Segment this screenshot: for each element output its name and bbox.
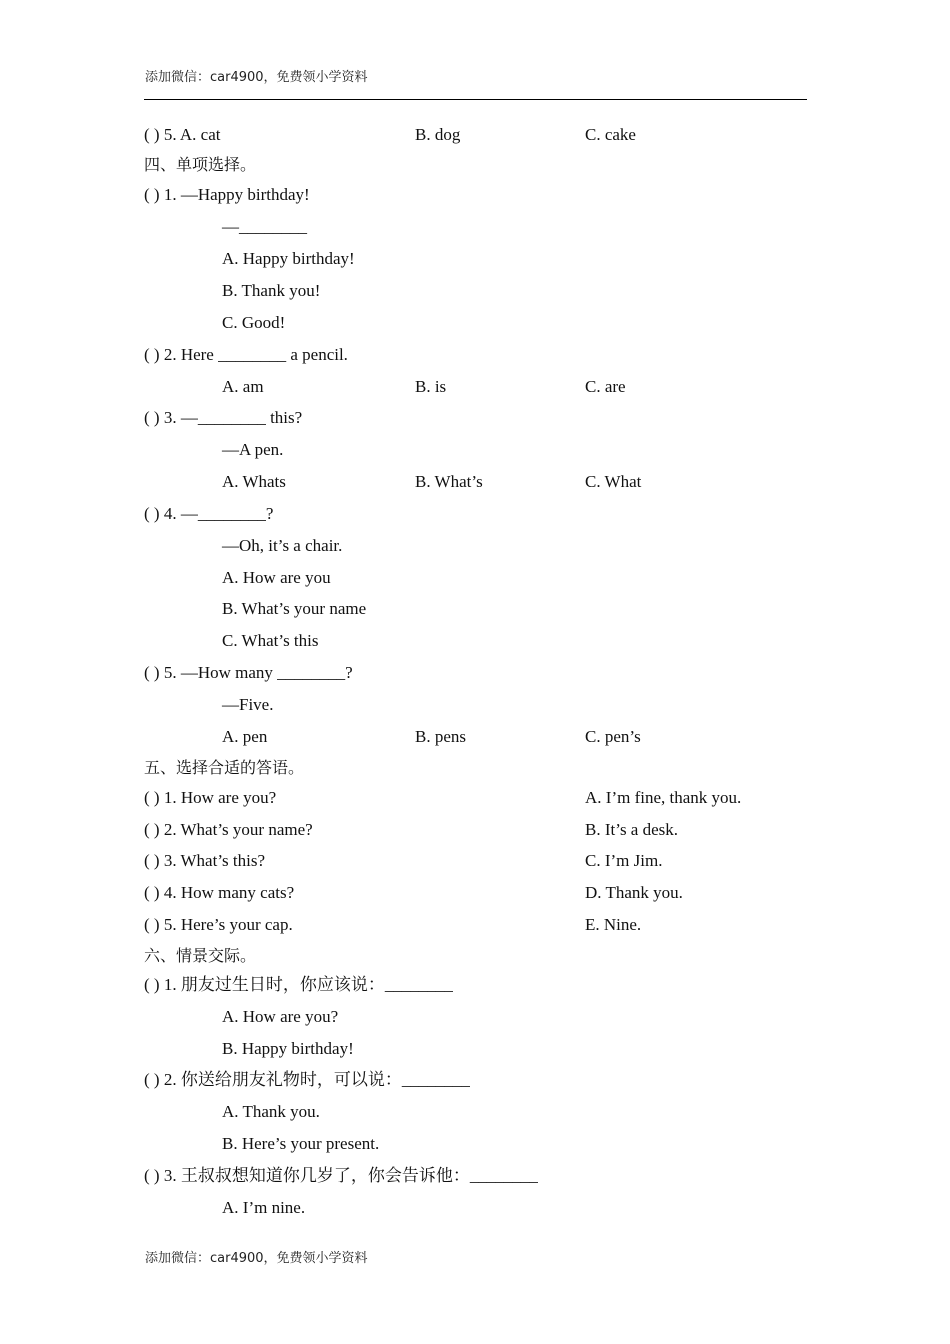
- text-line: A. Whats: [222, 472, 286, 491]
- text-line: A. I’m fine, thank you.: [585, 788, 742, 807]
- page-header: 添加微信：car4900，免费领小学资料: [145, 70, 368, 85]
- text-line: B. dog: [415, 125, 461, 144]
- text-line: C. I’m Jim.: [585, 851, 663, 870]
- text-line: ( ) 5. Here’s your cap.: [144, 915, 293, 934]
- text-line: B. Here’s your present.: [222, 1134, 380, 1153]
- text-line: C. Good!: [222, 313, 286, 332]
- text-line: ( ) 1. 朋友过生日时，你应该说：________: [144, 975, 453, 994]
- text-line: —Oh, it’s a chair.: [222, 536, 343, 555]
- text-line: C. are: [585, 377, 626, 396]
- text-line: ( ) 1. How are you?: [144, 788, 277, 807]
- text-line: D. Thank you.: [585, 883, 683, 902]
- text-line: ( ) 3. 王叔叔想知道你几岁了，你会告诉他：________: [144, 1166, 538, 1185]
- text-line: C. pen’s: [585, 727, 641, 746]
- text-line: A. I’m nine.: [222, 1198, 306, 1217]
- text-line: C. What’s this: [222, 631, 319, 650]
- text-line: ( ) 5. —How many ________?: [144, 663, 353, 682]
- page-footer: 添加微信：car4900，免费领小学资料: [145, 1251, 368, 1266]
- text-line: ( ) 2. 你送给朋友礼物时，可以说：________: [144, 1070, 470, 1089]
- text-line: B. pens: [415, 727, 466, 746]
- text-line: B. What’s: [415, 472, 483, 491]
- text-line: A. How are you: [222, 568, 331, 587]
- text-line: ( ) 3. What’s this?: [144, 851, 266, 870]
- text-line: A. pen: [222, 727, 268, 746]
- text-line: B. Thank you!: [222, 281, 321, 300]
- text-line: ( ) 2. What’s your name?: [144, 820, 313, 839]
- section-heading: 六、情景交际。: [144, 946, 257, 965]
- text-line: A. Thank you.: [222, 1102, 320, 1121]
- text-line: A. How are you?: [222, 1007, 339, 1026]
- text-line: ( ) 4. How many cats?: [144, 883, 295, 902]
- text-line: A. Happy birthday!: [222, 249, 355, 268]
- text-line: —A pen.: [222, 440, 284, 459]
- text-line: ( ) 4. —________?: [144, 504, 274, 523]
- text-line: ( ) 2. Here ________ a pencil.: [144, 345, 348, 364]
- text-line: C. cake: [585, 125, 636, 144]
- text-line: B. It’s a desk.: [585, 820, 679, 839]
- text-line: A. am: [222, 377, 264, 396]
- text-line: ( ) 5. A. cat: [144, 125, 221, 144]
- text-line: B. Happy birthday!: [222, 1039, 354, 1058]
- text-line: ( ) 3. —________ this?: [144, 408, 303, 427]
- section-heading: 四、单项选择。: [144, 155, 257, 174]
- text-line: B. is: [415, 377, 447, 396]
- text-line: —Five.: [222, 695, 274, 714]
- text-line: B. What’s your name: [222, 599, 367, 618]
- text-line: C. What: [585, 472, 642, 491]
- text-line: ( ) 1. —Happy birthday!: [144, 185, 310, 204]
- text-line: —________: [222, 217, 307, 236]
- section-heading: 五、选择合适的答语。: [144, 758, 305, 777]
- text-line: E. Nine.: [585, 915, 642, 934]
